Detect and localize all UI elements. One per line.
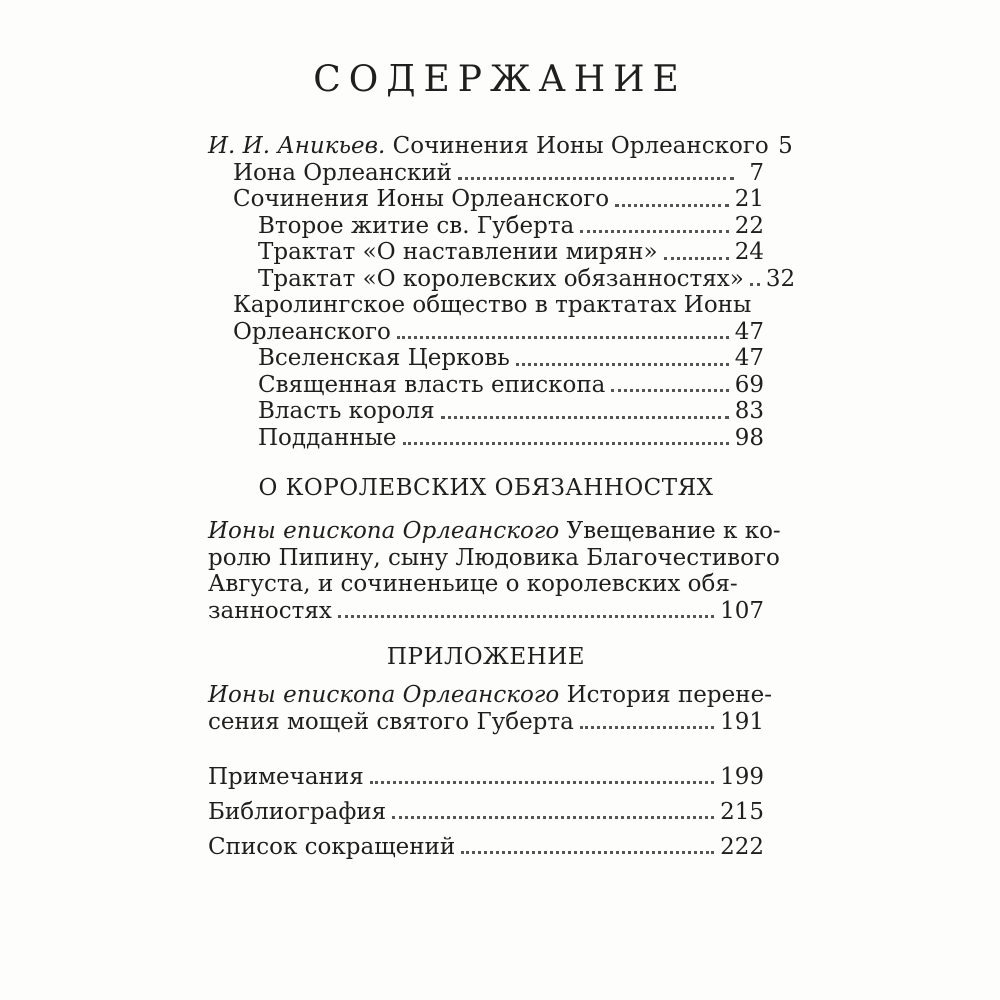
leader-dots	[441, 416, 729, 419]
table-of-contents	[208, 133, 796, 860]
toc-entry	[208, 825, 764, 860]
toc-entry-text: Вселенская Церковь	[258, 345, 510, 371]
toc-entry	[208, 239, 764, 266]
toc-entry-text: Подданные	[258, 424, 397, 451]
toc-entry-text: Трактат «О королевских обязанностях»	[258, 265, 744, 292]
toc-entry	[208, 425, 764, 452]
toc-page-number: 69	[734, 371, 764, 398]
leader-dots	[397, 336, 729, 339]
toc-entry	[208, 790, 764, 825]
leader-dots	[403, 442, 729, 445]
section-heading: О КОРОЛЕВСКИХ ОБЯЗАННОСТЯХ	[258, 475, 714, 501]
toc-entry-text: Увещевание к ко-	[566, 518, 781, 544]
toc-entry-text: Орлеанского	[233, 318, 391, 345]
toc-entry	[208, 345, 764, 372]
toc-entry	[208, 398, 764, 425]
toc-page-number: 47	[734, 345, 764, 371]
toc-page-number: 24	[734, 239, 764, 265]
toc-entry-text: Библиография	[208, 798, 387, 825]
toc-page-number: 7	[749, 159, 764, 186]
toc-page-number: 98	[734, 424, 764, 451]
leader-dots	[458, 177, 734, 180]
toc-entry-text: сения мощей святого Губерта	[208, 708, 574, 735]
toc-page-number: 83	[734, 398, 764, 424]
toc-entry-text: Сочинения Ионы Орлеанского	[392, 133, 769, 159]
toc-page-number: 5	[778, 133, 793, 159]
toc-entry-text: Примечания	[208, 763, 364, 790]
toc-page-number: 191	[720, 708, 764, 735]
toc-page-number: 199	[720, 763, 764, 790]
leader-dots	[392, 816, 714, 819]
toc-entry-text: занностях	[208, 597, 332, 624]
toc-entry	[208, 160, 764, 187]
toc-entry	[208, 598, 764, 625]
leader-dots	[664, 257, 729, 260]
toc-entry-text: Власть короля	[258, 398, 435, 424]
toc-entry-text: Трактат «О наставлении мирян»	[258, 239, 658, 265]
toc-page-number: 215	[720, 798, 764, 825]
leader-dots	[516, 363, 729, 366]
toc-entry	[208, 265, 796, 293]
toc-page-number: 222	[720, 833, 764, 860]
leader-dots	[338, 615, 714, 618]
leader-dots	[615, 204, 729, 207]
toc-entry-text: Список сокращений	[208, 833, 456, 860]
toc-page-number: 107	[720, 597, 764, 624]
toc-author: И. И. Аникьев.	[208, 133, 386, 159]
toc-entry-anikiev	[208, 133, 793, 160]
leader-dots	[461, 851, 714, 854]
leader-dots	[611, 389, 728, 392]
toc-entry-text: Священная власть епископа	[258, 371, 606, 398]
toc-entry-text: Каролингское общество в трактатах Ионы	[233, 292, 752, 318]
page-title: СОДЕРЖАНИЕ	[313, 59, 687, 100]
toc-page-number: 21	[734, 186, 764, 212]
toc-page-number: 47	[734, 318, 764, 345]
toc-entry	[208, 372, 764, 399]
toc-entry-text: Сочинения Ионы Орлеанского	[233, 186, 610, 212]
toc-author: Ионы епископа Орлеанского	[208, 518, 560, 544]
toc-entry	[208, 709, 764, 736]
toc-entry-text: История перене-	[566, 682, 772, 708]
toc-author: Ионы епископа Орлеанского	[208, 682, 560, 708]
toc-entry-text: Второе житие св. Губерта	[258, 212, 575, 239]
toc-page-number: 32	[765, 265, 796, 292]
toc-entry	[208, 213, 764, 240]
section-heading: ПРИЛОЖЕНИЕ	[386, 644, 586, 670]
toc-entry	[208, 319, 764, 346]
leader-dots	[580, 726, 714, 729]
toc-entry	[208, 186, 764, 213]
leader-dots	[750, 283, 760, 286]
toc-entry	[208, 755, 764, 790]
leader-dots	[370, 781, 714, 784]
toc-page-number: 22	[734, 212, 764, 239]
leader-dots	[580, 230, 728, 233]
toc-entry-text: Иона Орлеанский	[233, 159, 453, 186]
toc-entry-text: Августа, и сочиненьице о королевских обя-	[208, 571, 738, 597]
toc-entry-text: ролю Пипину, сыну Людовика Благочестивого	[208, 544, 780, 571]
